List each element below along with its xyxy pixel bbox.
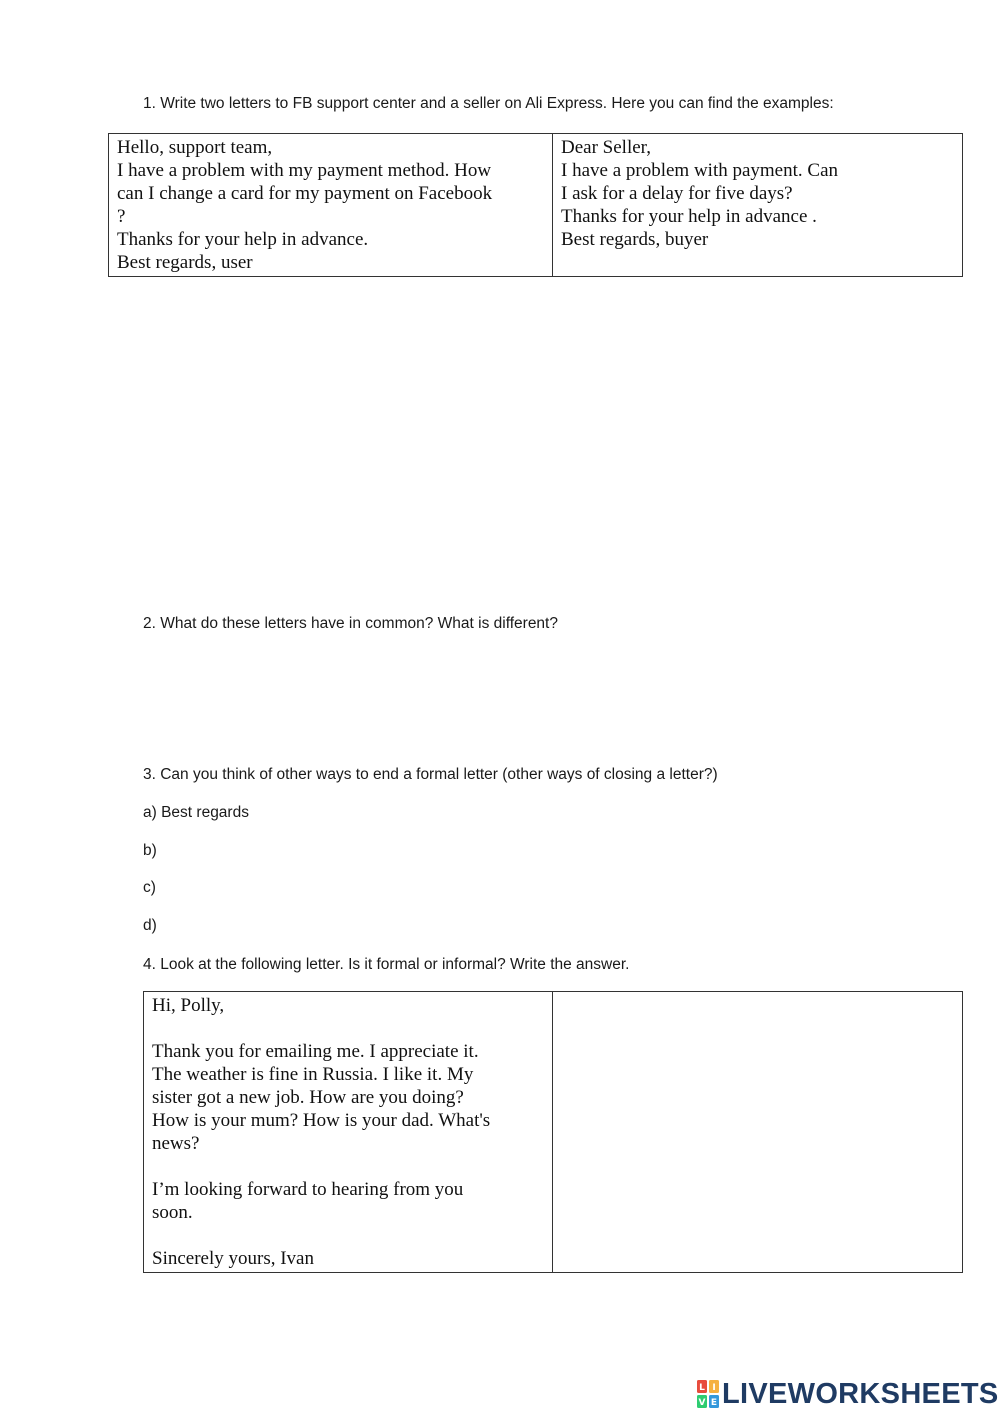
letter-line: Hello, support team, — [117, 137, 273, 158]
option-d: d) — [143, 917, 157, 934]
letter-signoff: Sincerely yours, Ivan — [152, 1248, 314, 1269]
option-a: a) Best regards — [143, 804, 249, 821]
letter-line: Thank you for emailing me. I appreciate it. — [152, 1041, 479, 1062]
svg-text:E: E — [710, 1398, 718, 1408]
question-1-prompt: 1. Write two letters to FB support center and a seller on Ali Express. Here you can find the examples: — [143, 95, 834, 112]
question-3-prompt: 3. Can you think of other ways to end a formal letter (other ways of closing a letter?) — [143, 766, 718, 783]
option-b: b) — [143, 842, 157, 859]
letter-line: ? — [117, 206, 126, 227]
letter-line: I have a problem with payment. Can — [561, 160, 839, 181]
brand-name: LIVEWORKSHEETS — [722, 1378, 999, 1410]
letter-line: I have a problem with my payment method. How — [117, 160, 492, 181]
letter-greeting: Hi, Polly, — [152, 995, 225, 1016]
letter-line: How is your mum? How is your dad. What's — [152, 1110, 491, 1131]
letter-line: I’m looking forward to hearing from you — [152, 1179, 464, 1200]
svg-text:L: L — [699, 1383, 705, 1393]
letter-line: news? — [152, 1133, 200, 1154]
letter-line: Best regards, user — [117, 252, 253, 273]
answer-cell[interactable] — [553, 992, 963, 1273]
letter-line: I ask for a delay for five days? — [561, 183, 793, 204]
letter-line: The weather is fine in Russia. I like it. My — [152, 1064, 474, 1085]
polly-letter-cell — [144, 992, 553, 1273]
liveworksheets-logo — [697, 1378, 999, 1410]
informal-letter-table — [143, 991, 963, 1273]
liveworksheets-mark-icon — [697, 1380, 719, 1408]
support-letter-cell — [109, 134, 553, 277]
letter-line: Best regards, buyer — [561, 229, 709, 250]
letter-line: can I change a card for my payment on Facebook — [117, 183, 493, 204]
question-4-prompt: 4. Look at the following letter. Is it formal or informal? Write the answer. — [143, 956, 630, 973]
letter-line: Dear Seller, — [561, 137, 651, 158]
question-2-prompt: 2. What do these letters have in common? What is different? — [143, 615, 558, 632]
letter-line: Thanks for your help in advance . — [561, 206, 817, 227]
letter-line: sister got a new job. How are you doing? — [152, 1087, 464, 1108]
option-c: c) — [143, 879, 156, 896]
letter-line: Thanks for your help in advance. — [117, 229, 369, 250]
seller-letter-cell — [553, 134, 963, 277]
svg-text:V: V — [698, 1398, 706, 1408]
svg-text:I: I — [712, 1383, 716, 1393]
letter-line: soon. — [152, 1202, 193, 1223]
example-letters-table — [108, 133, 963, 277]
